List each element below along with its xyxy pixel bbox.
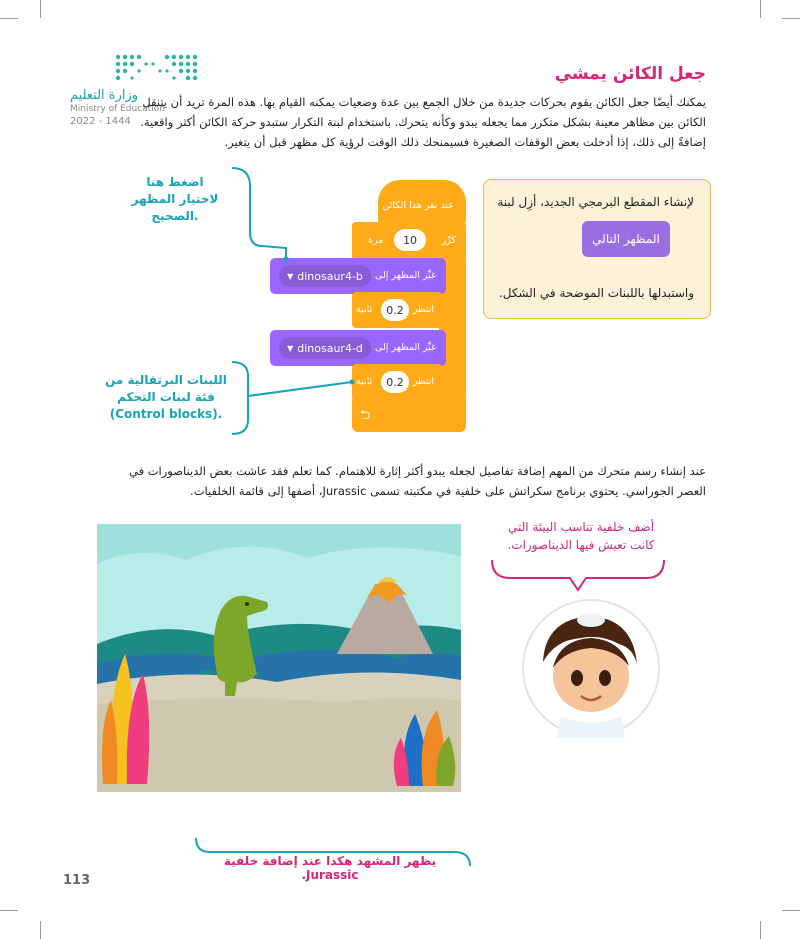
- crop-mark: [782, 910, 800, 911]
- callout-line: اللبنات البرتقالية من: [105, 373, 227, 387]
- crop-mark: [782, 18, 800, 19]
- hat-block: [378, 180, 466, 224]
- intro-paragraph: [106, 92, 706, 152]
- paragraph-line: عند إنشاء رسم متحرك من المهم إضافة تفاصيل لجعله يبدو أكثر إثارة للاهتمام. كما تعلم فقد عاشت بعض الديناصورات في: [128, 464, 706, 478]
- wait-label: انتظر: [412, 304, 434, 315]
- callout-control-blocks: [96, 372, 236, 423]
- costume-dropdown-1[interactable]: [279, 265, 371, 287]
- speech-bubble: [486, 518, 676, 554]
- jurassic-scene-image: [97, 524, 461, 792]
- wait-input-1[interactable]: 0.2: [381, 299, 409, 321]
- scene-caption: يظهر المشهد هكذا عند إضافة خلفية Jurassic.: [223, 854, 437, 882]
- callout-line: (Control blocks).: [109, 407, 223, 421]
- crop-mark: [40, 921, 41, 939]
- callout-costume: [120, 174, 230, 225]
- instruction-line-2: واستبدلها باللبنات الموضحة في الشكل.: [498, 286, 694, 300]
- logo-arabic-text: وزارة التعليم: [70, 88, 139, 103]
- crop-mark: [760, 921, 761, 939]
- student-character-icon: [521, 598, 661, 738]
- ministry-logo-icon: [112, 52, 202, 80]
- paragraph-line: الكائن بين مظاهر معينة بشكل متكرر مما يجعله يبدو وكأنه يتحرك. باستخدام لبنة التكرار ستبدو حركة الكائن أكثر واقعية.: [140, 115, 706, 129]
- section-title: جعل الكائن يمشي: [554, 64, 706, 84]
- dropdown-arrow-icon: ▼: [287, 343, 294, 353]
- crop-mark: [0, 18, 18, 19]
- dropdown-arrow-icon: ▼: [287, 271, 294, 281]
- logo-english-text: Ministry of Education: [70, 104, 165, 114]
- repeat-label: كرِّر: [441, 235, 456, 246]
- next-costume-block: المظهر التالي: [582, 221, 670, 257]
- paragraph-line: يمكنك أيضًا جعل الكائن يقوم بحركات جديدة من خلال الجمع بين عدة وضعيات يمكنه القيام بها. هذه المرة تريد أن يتنقل: [142, 95, 706, 109]
- backdrop-paragraph: [86, 461, 706, 501]
- costume-dropdown-2[interactable]: [279, 337, 371, 359]
- bubble-line: كانت تعيش فيها الديناصورات.: [507, 538, 655, 552]
- wait-label: انتظر: [412, 376, 434, 387]
- crop-mark: [0, 910, 18, 911]
- instruction-line-1: لإنشاء المقطع البرمجي الجديد، أزِل لبنة: [497, 195, 694, 209]
- callout-line: لاختيار المظهر: [131, 192, 219, 206]
- crop-mark: [40, 0, 41, 18]
- costume-name-2: dinosaur4-d: [297, 341, 363, 355]
- wait-input-2[interactable]: 0.2: [381, 371, 409, 393]
- seconds-label: ثانية: [356, 376, 373, 387]
- callout-line: الصحيح.: [151, 209, 199, 223]
- bubble-line: أضف خلفية تناسب البيئة التي: [507, 520, 655, 534]
- loop-arrow-icon: ⮌: [360, 408, 371, 423]
- switch-label: غيِّر المظهر إلى: [374, 270, 436, 281]
- costume-name-1: dinosaur4-b: [297, 269, 363, 283]
- seconds-label: ثانية: [356, 304, 373, 315]
- hat-label: عند نقر هذا الكائن: [382, 200, 454, 211]
- callout-line: اضغط هنا: [146, 175, 204, 189]
- paragraph-line: إضافةً إلى ذلك، إذا أدخلت بعض الوقفات الصغيرة فسيمنحك ذلك الوقت لرؤية كل مظهر قبل أن يتغير.: [224, 135, 706, 149]
- repeat-count-input[interactable]: 10: [394, 229, 426, 251]
- repeat-end: [352, 396, 466, 432]
- paragraph-line: العصر الجوراسي. يحتوي برنامج سكراتش على خلفية في مكتبته تسمى Jurassic، أضفها إلى قائمة الخلفيات.: [190, 484, 706, 498]
- repeat-unit: مرة: [368, 235, 384, 246]
- crop-mark: [760, 0, 761, 18]
- logo-year: 2022 - 1444: [70, 116, 131, 127]
- callout-line: فئة لبنات التحكم: [117, 390, 215, 404]
- switch-label: غيِّر المظهر إلى: [374, 342, 436, 353]
- page-number: 113: [63, 873, 91, 888]
